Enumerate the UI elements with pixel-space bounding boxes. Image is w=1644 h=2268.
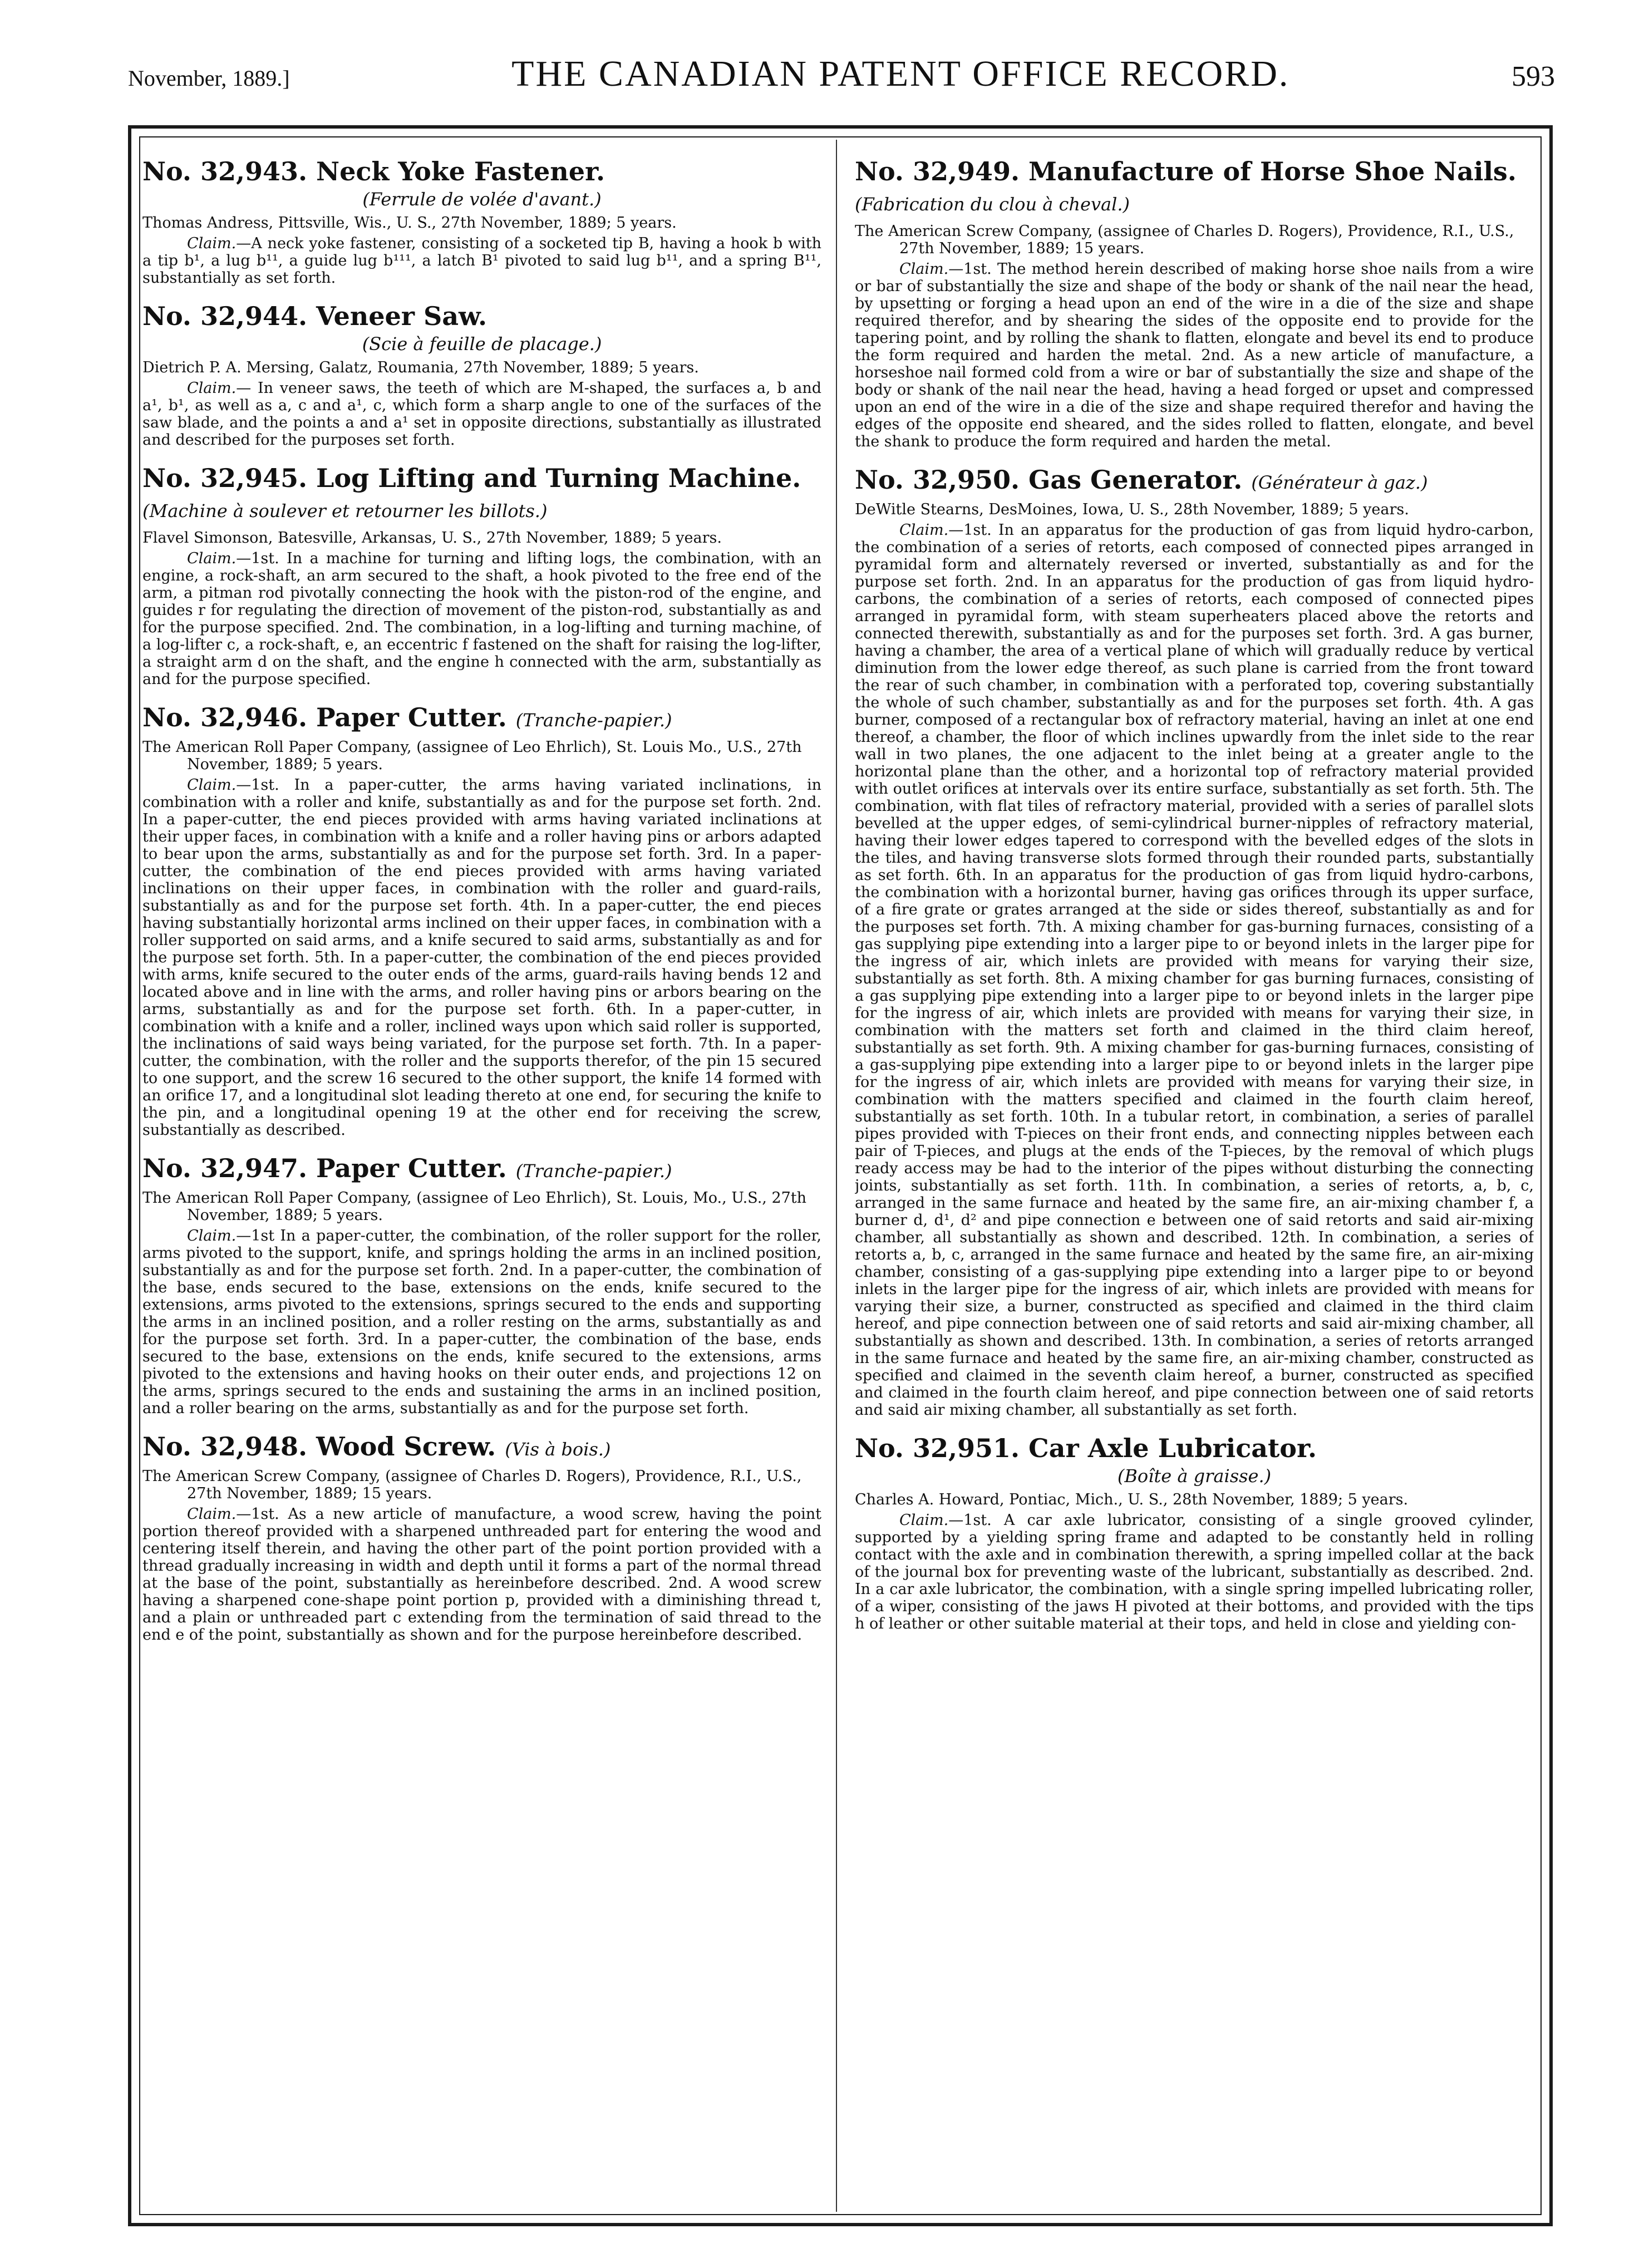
french-title: (Machine à soulever et retourner les billots.) (142, 500, 548, 522)
patent-number: No. 32,950. (855, 465, 1020, 495)
patent-title: Car Axle Lubricator. (1028, 1433, 1317, 1463)
claim-body: —1st. A car axle lubricator, consisting of a single grooved cylinder, supported by a yielding spring frame and adapted to be constantly held in rolling contact with the axle and in combination therewith, a spring impelled collar at the back of the journal box for preventing waste of the lubricant, substantially as described. 2nd. In a car axle lubricator, the combination, with a single spring impelled lubricating roller, of a wiper, consisting of the jaws H pivoted at their bottoms, and provided with the tips h of leather or other suitable material at their tops, and held in close and yielding con- (855, 1512, 1534, 1632)
entry-heading (142, 156, 821, 186)
french-title: (Vis à bois.) (505, 1439, 611, 1460)
claim-label: Claim. (187, 380, 237, 397)
claim-text (855, 260, 1534, 450)
patentee-line: The American Screw Company, (assignee of Charles D. Rogers), Providence, R.I., U.S., 27th November, 1889; 15 years. (855, 223, 1514, 257)
patent-entry (855, 465, 1534, 1419)
header-title: THE CANADIAN PATENT OFFICE RECORD. (511, 53, 1290, 94)
patentee-line: The American Screw Company, (assignee of Charles D. Rogers), Providence, R.I., U.S., 27th November, 1889; 15 years. (142, 1468, 802, 1502)
claim-body: —1st. The method herein described of making horse shoe nails from a wire or bar of substantially the size and shape of the body or shank of the nail near the head, by upsetting or forging a head upon an end of the wire in a die of the size and shape required therefor, and by shearing the sides of the opposite end to provide for the tapering point, and by rolling the shank to flatten, elongate and bevel its end to produce the form required and harden the metal. 2nd. As a new article of manufacture, a horseshoe nail formed cold from a wire or bar of substantially the size and shape of the body or shank of the nail near the head, having a head forged or upset and compressed upon an end of the wire in a die of the size and shape required therefor and having the edges of the opposite end sheared, and the sides rolled to flatten, elongate, and bevel the shank to produce the form required and harden the metal. (855, 260, 1534, 450)
claim-body: —A neck yoke fastener, consisting of a socketed tip B, having a hook b with a tip b¹, a lug b¹¹, a guide lug b¹¹¹, a latch B¹ pivoted to said lug b¹¹, and a spring B¹¹, substantially as set forth. (142, 235, 821, 287)
claim-body: —1st. In a paper-cutter, the arms having variated inclinations, in combination with a roller and knife, substantially as and for the purpose set forth. 2nd. In a paper-cutter, the end pieces provided with arms having variated inclinations at their upper faces, in combination with a knife and a roller having pins or arbors adapted to bear upon the arms, substantially as and for the purpose set forth. 3rd. In a paper-cutter, the combination of the end pieces provided with arms having variated inclinations on their upper faces, in combination with the roller and guard-rails, substantially as and for the purpose set forth. 4th. In a paper-cutter, the end pieces having substantially horizontal arms inclined on their upper faces, in combination with a roller supported on said arms, and a knife secured to said arms, substantially as and for the purpose set forth. 5th. In a paper-cutter, the combination of the end pieces provided with arms, knife secured to the outer ends of the arms, guard-rails having bends 12 and located above and in line with the arms, and roller having pins or arbors bearing on the arms, substantially as and for the purpose set forth. 6th. In a paper-cutter, in combination with a knife and a roller, inclined ways upon which said roller is supported, the inclinations of said ways being variated, for the purpose set forth. 7th. In a paper-cutter, the combination, with the roller and the supports therefor, of the pin 15 secured to one support, and the screw 16 secured to the other support, the knife 14 formed with an orifice 17, and a longitudinal slot leading thereto at one end, for securing the knife to the pin, and a longitudinal opening 19 at the other end for receiving the screw, substantially as described. (142, 776, 821, 1139)
patent-entry (142, 156, 821, 287)
claim-label: Claim. (187, 1227, 237, 1244)
claim-label: Claim. (187, 1506, 237, 1523)
patent-title: Veneer Saw. (316, 301, 488, 331)
patent-entry (142, 1153, 821, 1417)
french-title: (Tranche-papier.) (515, 710, 672, 731)
patentee-line: Dietrich P. A. Mersing, Galatz, Roumania, 27th November, 1889; 5 years. (142, 359, 699, 376)
patent-entry (142, 702, 821, 1139)
header-date: November, 1889.] (128, 66, 290, 91)
patent-number: No. 32,949. (855, 156, 1020, 186)
patent-title: Paper Cutter. (316, 702, 507, 732)
patent-number: No. 32,951. (855, 1433, 1020, 1463)
french-title: (Scie à feuille de placage.) (362, 333, 602, 355)
patentee-line: Thomas Andress, Pittsville, Wis., U. S., 27th November, 1889; 5 years. (142, 214, 677, 232)
patent-entry (855, 1433, 1534, 1632)
claim-text (855, 522, 1534, 1419)
patentee-line: DeWitle Stearns, DesMoines, Iowa, U. S., 28th November, 1889; 5 years. (855, 501, 1409, 518)
patent-number: No. 32,944. (142, 301, 308, 331)
patentee-line: The American Roll Paper Company, (assignee of Leo Ehrlich), St. Louis Mo., U.S., 27th November, 1889; 5 years. (142, 739, 802, 773)
claim-body: — In veneer saws, the teeth of which are M-shaped, the surfaces a, b and a¹, b¹, as well as a, c and a¹, c, which form a sharp angle to one of the surfaces of the saw blade, and the points a and a¹ set in opposite directions, substantially as illustrated and described for the purposes set forth. (142, 380, 821, 449)
french-title: (Fabrication du clou à cheval.) (855, 194, 1130, 215)
claim-body: —1st. In a machine for turning and lifting logs, the combination, with an engine, a rock-shaft, an arm secured to the shaft, a hook pivoted to the free end of the arm, a pitman rod pivotally connecting the hook with the piston-rod of the engine, and guides r for regulating the direction of movement of the piston-rod, substantially as and for the purpose specified. 2nd. The combination, in a log-lifting and turning machine, of a log-lifter c, a rock-shaft, e, an eccentric f fastened on the shaft for raising the log-lifter, a straight arm d on the shaft, and the engine h connected with the arm, substantially as and for the purpose specified. (142, 550, 821, 688)
claim-label: Claim. (899, 1512, 949, 1529)
patent-title: Paper Cutter. (316, 1153, 507, 1183)
entry-heading (142, 301, 821, 331)
claim-label: Claim. (899, 260, 949, 278)
claim-label: Claim. (187, 550, 237, 567)
patent-entry (855, 156, 1534, 450)
left-column (142, 156, 821, 2193)
patent-title: Wood Screw. (316, 1431, 496, 1462)
claim-text (142, 235, 821, 287)
entry-heading (855, 1433, 1534, 1463)
patent-title: Log Lifting and Turning Machine. (316, 463, 801, 493)
claim-text (142, 380, 821, 449)
patent-number: No. 32,945. (142, 463, 308, 493)
claim-text (142, 776, 821, 1139)
page-frame (128, 125, 1553, 2226)
patent-number: No. 32,943. (142, 156, 308, 186)
french-title: (Boîte à graisse.) (1117, 1465, 1272, 1487)
patent-title: Manufacture of Horse Shoe Nails. (1028, 156, 1517, 186)
claim-label: Claim. (899, 522, 949, 539)
page-header (128, 53, 1555, 103)
french-title: (Générateur à gaz.) (1251, 472, 1428, 493)
french-title: (Tranche-papier.) (515, 1160, 672, 1182)
claim-label: Claim. (187, 776, 237, 794)
patent-number: No. 32,947. (142, 1153, 308, 1183)
patent-entry (142, 1431, 821, 1644)
page-number: 593 (1511, 61, 1555, 92)
claim-text (855, 1512, 1534, 1632)
claim-text (142, 550, 821, 688)
patent-entry (142, 463, 821, 688)
patentee-line: The American Roll Paper Company, (assignee of Leo Ehrlich), St. Louis, Mo., U.S., 27th November, 1889; 5 years. (142, 1189, 807, 1224)
claim-text (142, 1227, 821, 1417)
patent-title: Gas Generator. (1028, 465, 1243, 495)
entry-heading (855, 156, 1534, 219)
claim-label: Claim. (187, 235, 237, 252)
patentee-line: Charles A. Howard, Pontiac, Mich., U. S., 28th November, 1889; 5 years. (855, 1491, 1409, 1508)
patent-entry (142, 301, 821, 449)
claim-body: —1st. In an apparatus for the production of gas from liquid hydro-carbon, the combination of a series of retorts, each composed of connected pipes arranged in pyramidal form and alternately reversed or inverted, substantially as and for the purpose set forth. 2nd. In an apparatus for the production of gas from liquid hydro-carbons, the combination of a series of retorts, each composed of connected pipes arranged in pyramidal form, with steam superheaters placed above the retorts and connected therewith, substantially as and for the purposes set forth. 3rd. A gas burner, having a chamber, the area of a vertical plane of which will gradually reduce by vertical diminution from the lower edge thereof, as such plane is carried from the front toward the rear of such chamber, in combination with a perforated top, covering substantially the whole of such chamber, substantially as and for the purposes set forth. 4th. A gas burner, composed of a rectangular box of refractory material, having an inlet at one end thereof, a chamber, the floor of which inclines upwardly from the inlet side to the rear wall in two planes, the one adjacent to the inlet being at a greater angle to the horizontal plane than the other, and a horizontal top of refractory material provided with outlet orifices at intervals over its entire surface, substantially as set forth. 5th. The combination, with flat tiles of refractory material, provided with a series of parallel slots bevelled at the upper edges, of semi-cylindrical burner-nipples of refractory material, having their lower edges tapered to correspond with the bevelled edges of the slots in the tiles, and having transverse slots formed through their rounded parts, substantially as set forth. 6th. In an apparatus for the production of gas from liquid hydro-carbons, the combination with a horizontal burner, having gas orifices through its upper surface, of a fire grate or grates arranged at the side or sides thereof, substantially as and for the purposes set forth. 7th. A mixing chamber for gas-burning furnaces, consisting of a gas supplying pipe extending into a larger pipe to or beyond inlets in the larger pipe for the ingress of air, which inlets are provided with means for varying their size, substantially as set forth. 8th. A mixing chamber for gas burning furnaces, consisting of a gas supplying pipe extending into a larger pipe to or beyond inlets in the larger pipe for the ingress of air, which inlets are provided with means for varying their size, in combination with the matters set forth and claimed in the third claim hereof, substantially as set forth. 9th. A mixing chamber for gas-burning furnaces, consisting of a gas-supplying pipe extending into a larger pipe to or beyond inlets in the larger pipe for the ingress of air, which inlets are provided with means for varying their size, in combination with the matters specified and claimed in the fourth claim hereof, substantially as set forth. 10th. In a tubular retort, in combination, a series of parallel pipes provided with T-pieces on their front ends, and connecting nipples between each pair of T-pieces, and plugs at the ends of the T-pieces, by the removal of which plugs ready access may be had to the interior of the pipes without disturbing the connecting joints, substantially as set forth. 11th. In combination, a series of retorts, a, b, c, arranged in the same furnace and heated by the same fire, an air-mixing chamber f, a burner d, d¹, d² and pipe connection e between one of said retorts and said air-mixing chamber, all substantially as shown and described. 12th. In combination, a series of retorts a, b, c, arranged in the same furnace and heated by the same fire, an air-mixing chamber, consisting of a gas-supplying pipe extending into a larger pipe to or beyond inlets in the larger pipe for the ingress of air, which inlets are provided with means for varying their size, a burner, constructed as specified and claimed in the third claim hereof, and pipe connection between one of said retorts and said air-mixing chamber, all substantially as shown and described. 13th. In combination, a series of retorts arranged in the same furnace and heated by the same fire, an air-mixing chamber, constructed as specified and claimed in the seventh claim hereof, a burner, constructed as specified and claimed in the fourth claim hereof, and pipe connection between one of said retorts and said air mixing chamber, all substantially as set forth. (855, 522, 1534, 1419)
column-divider (836, 140, 837, 2212)
right-column (855, 156, 1534, 2193)
entry-heading (142, 463, 821, 526)
entry-heading (142, 702, 821, 735)
entry-heading (142, 1153, 821, 1186)
french-title: (Ferrule de volée d'avant.) (362, 189, 602, 210)
patentee-line: Flavel Simonson, Batesville, Arkansas, U. S., 27th November, 1889; 5 years. (142, 529, 722, 547)
claim-text (142, 1506, 821, 1644)
claim-body: —1st. As a new article of manufacture, a wood screw, having the point portion thereof provided with a sharpened unthreaded part for entering the wood and centering itself therein, and having the other part of the point portion provided with a thread gradually increasing in width and depth until it forms a part of the normal thread at the base of the point, substantially as hereinbefore described. 2nd. A wood screw having a sharpened cone-shape point portion p, provided with a diminishing thread t, and a plain or unthreaded part c extending from the termination of said thread to the end e of the point, substantially as shown and for the purpose hereinbefore described. (142, 1506, 821, 1644)
patent-number: No. 32,948. (142, 1431, 308, 1462)
entry-heading (142, 1431, 821, 1464)
patent-number: No. 32,946. (142, 702, 308, 732)
claim-body: —1st In a paper-cutter, the combination, of the roller support for the roller, arms pivoted to the support, knife, and springs holding the arms in an inclined position, substantially as and for the purpose set forth. 2nd. In a paper-cutter, the combination of the base, ends secured to the base, extensions on the ends, knife secured to the extensions, arms pivoted to the extensions, springs secured to the ends and supporting the arms in an inclined position, and a roller resting on the arms, substantially as and for the purpose set forth. 3rd. In a paper-cutter, the combination of the base, ends secured to the base, extensions on the ends, knife secured to the extensions, arms pivoted to the extensions and having hooks on their outer ends, and projections 12 on the arms, springs secured to the ends and sustaining the arms in an inclined position, and a roller bearing on the arms, substantially as and for the purpose set forth. (142, 1227, 821, 1417)
entry-heading (855, 465, 1534, 498)
patent-title: Neck Yoke Fastener. (316, 156, 606, 186)
